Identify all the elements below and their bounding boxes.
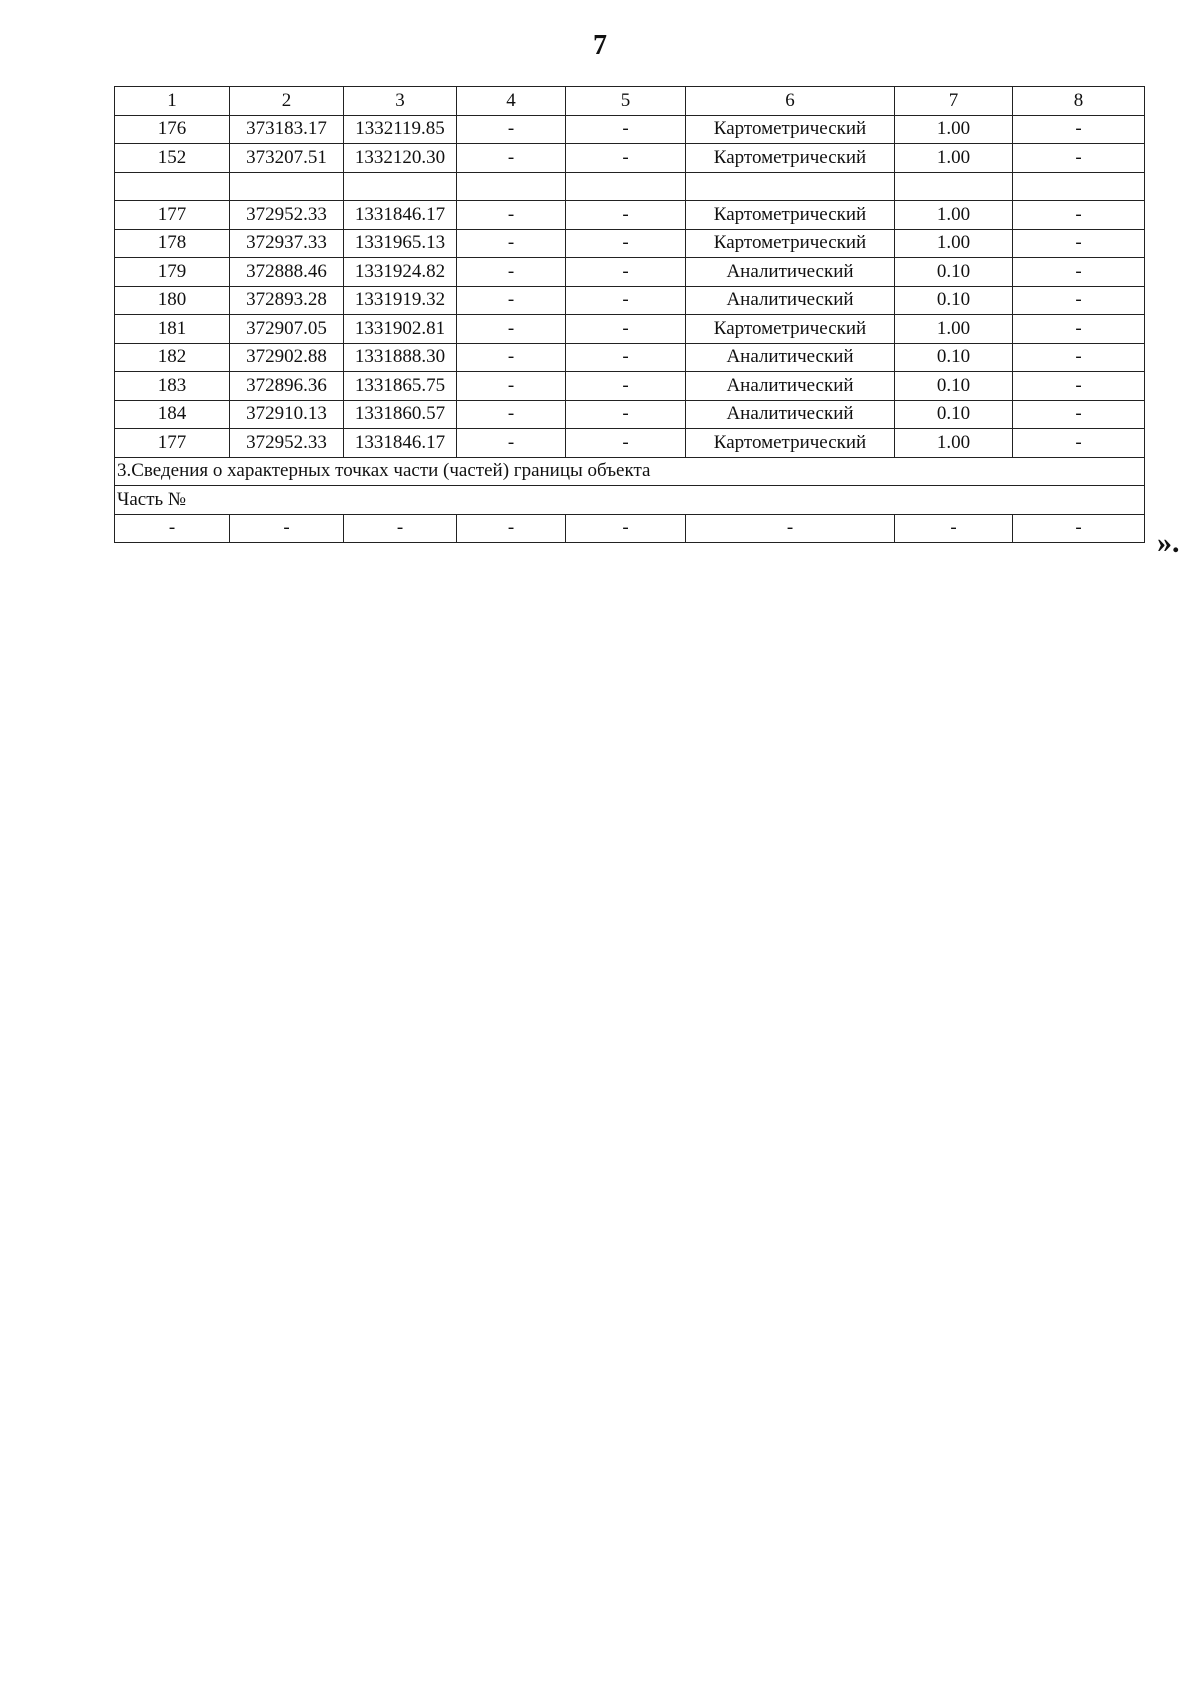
- table-cell: -: [1013, 514, 1145, 543]
- table-cell: -: [1013, 400, 1145, 429]
- table-cell: -: [1013, 144, 1145, 173]
- empty-cell: [457, 172, 566, 201]
- table-cell: -: [457, 514, 566, 543]
- method-cell: Картометрический: [686, 115, 895, 144]
- table-cell: -: [115, 514, 230, 543]
- table-cell: -: [457, 400, 566, 429]
- table-body: [115, 87, 1145, 543]
- section-title-row: [115, 457, 1145, 486]
- empty-cell: [344, 172, 457, 201]
- y-coordinate-cell: 1331846.17: [344, 429, 457, 458]
- table-cell: -: [566, 258, 686, 287]
- y-coordinate-cell: 1331865.75: [344, 372, 457, 401]
- empty-row: [115, 172, 1145, 201]
- table-cell: -: [566, 315, 686, 344]
- table-cell: -: [566, 201, 686, 230]
- method-cell: Аналитический: [686, 400, 895, 429]
- y-coordinate-cell: 1331965.13: [344, 229, 457, 258]
- accuracy-cell: 1.00: [895, 144, 1013, 173]
- y-coordinate-cell: 1331919.32: [344, 286, 457, 315]
- header-cell: 4: [457, 87, 566, 116]
- method-cell: Картометрический: [686, 201, 895, 230]
- header-cell: 5: [566, 87, 686, 116]
- accuracy-cell: 1.00: [895, 429, 1013, 458]
- x-coordinate-cell: 372907.05: [230, 315, 344, 344]
- table-cell: -: [566, 400, 686, 429]
- accuracy-cell: 1.00: [895, 315, 1013, 344]
- point-number-cell: 182: [115, 343, 230, 372]
- x-coordinate-cell: 372952.33: [230, 429, 344, 458]
- table-cell: -: [566, 115, 686, 144]
- table-row: [115, 315, 1145, 344]
- table-cell: -: [686, 514, 895, 543]
- table-cell: -: [1013, 286, 1145, 315]
- y-coordinate-cell: 1331924.82: [344, 258, 457, 287]
- table-cell: -: [457, 429, 566, 458]
- point-number-cell: 181: [115, 315, 230, 344]
- table-row: [115, 372, 1145, 401]
- empty-cell: [115, 172, 230, 201]
- section-title: 3.Сведения о характерных точках части (частей) границы объекта: [115, 457, 1145, 486]
- table-cell: -: [895, 514, 1013, 543]
- y-coordinate-cell: 1331846.17: [344, 201, 457, 230]
- x-coordinate-cell: 372893.28: [230, 286, 344, 315]
- x-coordinate-cell: 372902.88: [230, 343, 344, 372]
- part-label-row: [115, 486, 1145, 515]
- table-row: [115, 343, 1145, 372]
- accuracy-cell: 1.00: [895, 229, 1013, 258]
- dash-row: [115, 514, 1145, 543]
- point-number-cell: 176: [115, 115, 230, 144]
- table-cell: -: [566, 514, 686, 543]
- method-cell: Картометрический: [686, 315, 895, 344]
- table-cell: -: [457, 286, 566, 315]
- table-row: [115, 286, 1145, 315]
- table-row: [115, 115, 1145, 144]
- page-number: 7: [593, 30, 607, 61]
- table-cell: -: [566, 229, 686, 258]
- header-cell: 3: [344, 87, 457, 116]
- method-cell: Аналитический: [686, 343, 895, 372]
- table-row: [115, 258, 1145, 287]
- table-header-row: [115, 87, 1145, 116]
- table-cell: -: [1013, 372, 1145, 401]
- method-cell: Картометрический: [686, 429, 895, 458]
- table-cell: -: [566, 429, 686, 458]
- accuracy-cell: 0.10: [895, 372, 1013, 401]
- table-row: [115, 144, 1145, 173]
- header-cell: 6: [686, 87, 895, 116]
- table-cell: -: [1013, 343, 1145, 372]
- x-coordinate-cell: 372937.33: [230, 229, 344, 258]
- table-cell: -: [457, 315, 566, 344]
- table-cell: -: [457, 115, 566, 144]
- table-cell: -: [566, 144, 686, 173]
- empty-cell: [566, 172, 686, 201]
- closing-quote-mark: ».: [1157, 526, 1180, 559]
- point-number-cell: 184: [115, 400, 230, 429]
- table-row: [115, 429, 1145, 458]
- table-cell: -: [344, 514, 457, 543]
- header-cell: 2: [230, 87, 344, 116]
- table-cell: -: [566, 372, 686, 401]
- x-coordinate-cell: 372896.36: [230, 372, 344, 401]
- accuracy-cell: 0.10: [895, 258, 1013, 287]
- table-cell: -: [457, 343, 566, 372]
- empty-cell: [1013, 172, 1145, 201]
- table-cell: -: [1013, 429, 1145, 458]
- part-label: Часть №: [115, 486, 1145, 515]
- y-coordinate-cell: 1332119.85: [344, 115, 457, 144]
- method-cell: Аналитический: [686, 258, 895, 287]
- table-cell: -: [566, 343, 686, 372]
- point-number-cell: 178: [115, 229, 230, 258]
- table-cell: -: [1013, 258, 1145, 287]
- table-cell: -: [1013, 201, 1145, 230]
- table-cell: -: [457, 229, 566, 258]
- table-cell: -: [457, 372, 566, 401]
- x-coordinate-cell: 372910.13: [230, 400, 344, 429]
- header-cell: 7: [895, 87, 1013, 116]
- point-number-cell: 183: [115, 372, 230, 401]
- accuracy-cell: 1.00: [895, 201, 1013, 230]
- x-coordinate-cell: 373183.17: [230, 115, 344, 144]
- x-coordinate-cell: 372888.46: [230, 258, 344, 287]
- accuracy-cell: 0.10: [895, 286, 1013, 315]
- y-coordinate-cell: 1331860.57: [344, 400, 457, 429]
- x-coordinate-cell: 373207.51: [230, 144, 344, 173]
- header-cell: 1: [115, 87, 230, 116]
- accuracy-cell: 0.10: [895, 400, 1013, 429]
- method-cell: Аналитический: [686, 372, 895, 401]
- accuracy-cell: 0.10: [895, 343, 1013, 372]
- point-number-cell: 180: [115, 286, 230, 315]
- table-cell: -: [566, 286, 686, 315]
- x-coordinate-cell: 372952.33: [230, 201, 344, 230]
- coordinates-table: [114, 86, 1145, 543]
- point-number-cell: 177: [115, 429, 230, 458]
- table-cell: -: [457, 201, 566, 230]
- method-cell: Аналитический: [686, 286, 895, 315]
- y-coordinate-cell: 1332120.30: [344, 144, 457, 173]
- point-number-cell: 179: [115, 258, 230, 287]
- table-cell: -: [1013, 315, 1145, 344]
- table-row: [115, 400, 1145, 429]
- y-coordinate-cell: 1331888.30: [344, 343, 457, 372]
- empty-cell: [895, 172, 1013, 201]
- table-row: [115, 201, 1145, 230]
- table-cell: -: [230, 514, 344, 543]
- empty-cell: [686, 172, 895, 201]
- table-cell: -: [1013, 229, 1145, 258]
- accuracy-cell: 1.00: [895, 115, 1013, 144]
- header-cell: 8: [1013, 87, 1145, 116]
- method-cell: Картометрический: [686, 229, 895, 258]
- table-row: [115, 229, 1145, 258]
- point-number-cell: 152: [115, 144, 230, 173]
- empty-cell: [230, 172, 344, 201]
- y-coordinate-cell: 1331902.81: [344, 315, 457, 344]
- method-cell: Картометрический: [686, 144, 895, 173]
- table-cell: -: [457, 144, 566, 173]
- point-number-cell: 177: [115, 201, 230, 230]
- table-cell: -: [457, 258, 566, 287]
- table-cell: -: [1013, 115, 1145, 144]
